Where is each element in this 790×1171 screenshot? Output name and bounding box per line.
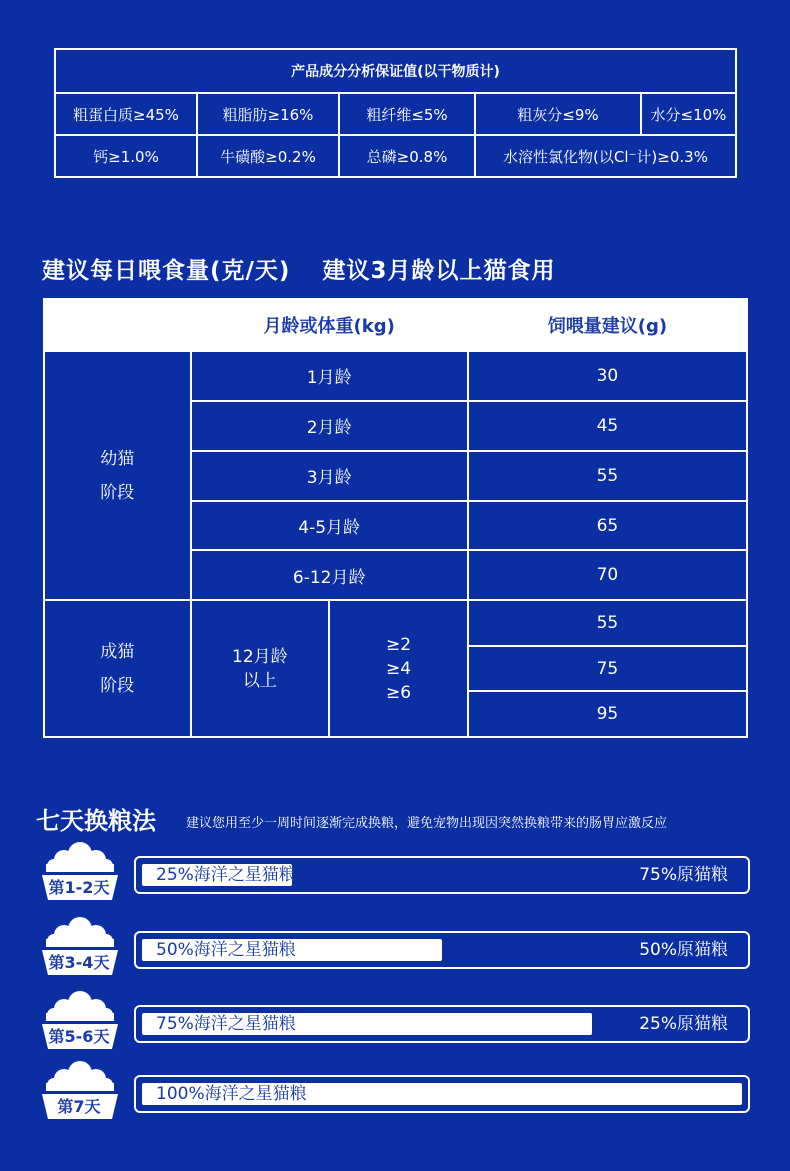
feeding-table	[43, 298, 748, 738]
ratio-bar	[134, 1075, 750, 1113]
age-cell: 1月龄	[191, 351, 468, 401]
day-label: 第3-4天	[48, 953, 110, 972]
analysis-cell: 粗脂肪≥16%	[197, 93, 339, 135]
ratio-bar	[134, 1005, 750, 1043]
transition-step	[30, 991, 760, 1051]
table-row	[44, 600, 747, 646]
adult-stage-cell	[44, 600, 191, 737]
new-food-label: 75%海洋之星猫粮	[156, 1014, 296, 1034]
transition-step	[30, 917, 760, 977]
adult-stage-line: 成猫	[100, 641, 135, 662]
day-label: 第7天	[57, 1097, 101, 1116]
day-badge	[34, 991, 124, 1051]
old-food-label: 25%原猫粮	[639, 1014, 728, 1034]
amount-cell: 70	[468, 550, 747, 600]
analysis-cell: 粗灰分≤9%	[475, 93, 641, 135]
age-cell: 3月龄	[191, 451, 468, 501]
analysis-cell: 水溶性氯化物(以Cl⁻计)≥0.3%	[475, 135, 736, 177]
analysis-table	[54, 48, 737, 178]
adult-weight-cell	[329, 600, 468, 737]
analysis-cell: 牛磺酸≥0.2%	[197, 135, 339, 177]
analysis-title: 产品成分分析保证值(以干物质计)	[55, 49, 736, 93]
feeding-title-right: 建议3月龄以上猫食用	[322, 258, 556, 284]
new-food-label: 100%海洋之星猫粮	[156, 1084, 307, 1104]
amount-cell: 95	[468, 691, 747, 737]
analysis-cell: 水分≤10%	[641, 93, 736, 135]
day-badge	[34, 842, 124, 902]
age-cell: 6-12月龄	[191, 550, 468, 600]
transition-title: 七天换粮法	[36, 807, 156, 835]
header-age: 月龄或体重(kg)	[191, 299, 468, 351]
analysis-cell: 粗纤维≤5%	[339, 93, 475, 135]
feeding-header-row	[44, 299, 747, 351]
adult-age-line: 12月龄	[232, 646, 288, 667]
new-food-label: 50%海洋之星猫粮	[156, 940, 296, 960]
amount-cell: 75	[468, 646, 747, 692]
ratio-bar	[134, 931, 750, 969]
day-label: 第1-2天	[48, 878, 110, 897]
day-badge	[34, 917, 124, 977]
adult-weight: ≥2	[385, 634, 412, 655]
feeding-title	[42, 252, 555, 285]
analysis-row	[55, 135, 736, 177]
analysis-cell: 钙≥1.0%	[55, 135, 197, 177]
age-cell: 2月龄	[191, 401, 468, 451]
transition-note: 建议您用至少一周时间逐渐完成换粮，避免宠物出现因突然换粮带来的肠胃应激反应	[186, 816, 668, 831]
adult-weight: ≥4	[385, 658, 412, 679]
kitten-stage-line: 幼猫	[100, 448, 135, 469]
adult-weight: ≥6	[385, 682, 412, 703]
header-amount: 饲喂量建议(g)	[468, 299, 747, 351]
old-food-label: 75%原猫粮	[639, 865, 728, 885]
adult-stage-line: 阶段	[100, 675, 135, 696]
feeding-title-left: 建议每日喂食量(克/天)	[42, 258, 291, 284]
ratio-bar	[134, 856, 750, 894]
transition-step	[30, 842, 760, 902]
table-row	[44, 351, 747, 401]
adult-age-cell	[191, 600, 330, 737]
amount-cell: 30	[468, 351, 747, 401]
transition-step	[30, 1061, 760, 1121]
analysis-cell: 粗蛋白质≥45%	[55, 93, 197, 135]
adult-age-line: 以上	[242, 670, 277, 691]
header-blank-cell	[44, 299, 191, 351]
analysis-cell: 总磷≥0.8%	[339, 135, 475, 177]
age-cell: 4-5月龄	[191, 501, 468, 551]
new-food-label: 25%海洋之星猫粮	[156, 865, 296, 885]
amount-cell: 65	[468, 501, 747, 551]
kitten-stage-cell	[44, 351, 191, 600]
amount-cell: 55	[468, 600, 747, 646]
amount-cell: 45	[468, 401, 747, 451]
day-badge	[34, 1061, 124, 1121]
day-label: 第5-6天	[48, 1027, 110, 1046]
amount-cell: 55	[468, 451, 747, 501]
old-food-label: 50%原猫粮	[639, 940, 728, 960]
analysis-row	[55, 93, 736, 135]
kitten-stage-line: 阶段	[100, 482, 135, 503]
